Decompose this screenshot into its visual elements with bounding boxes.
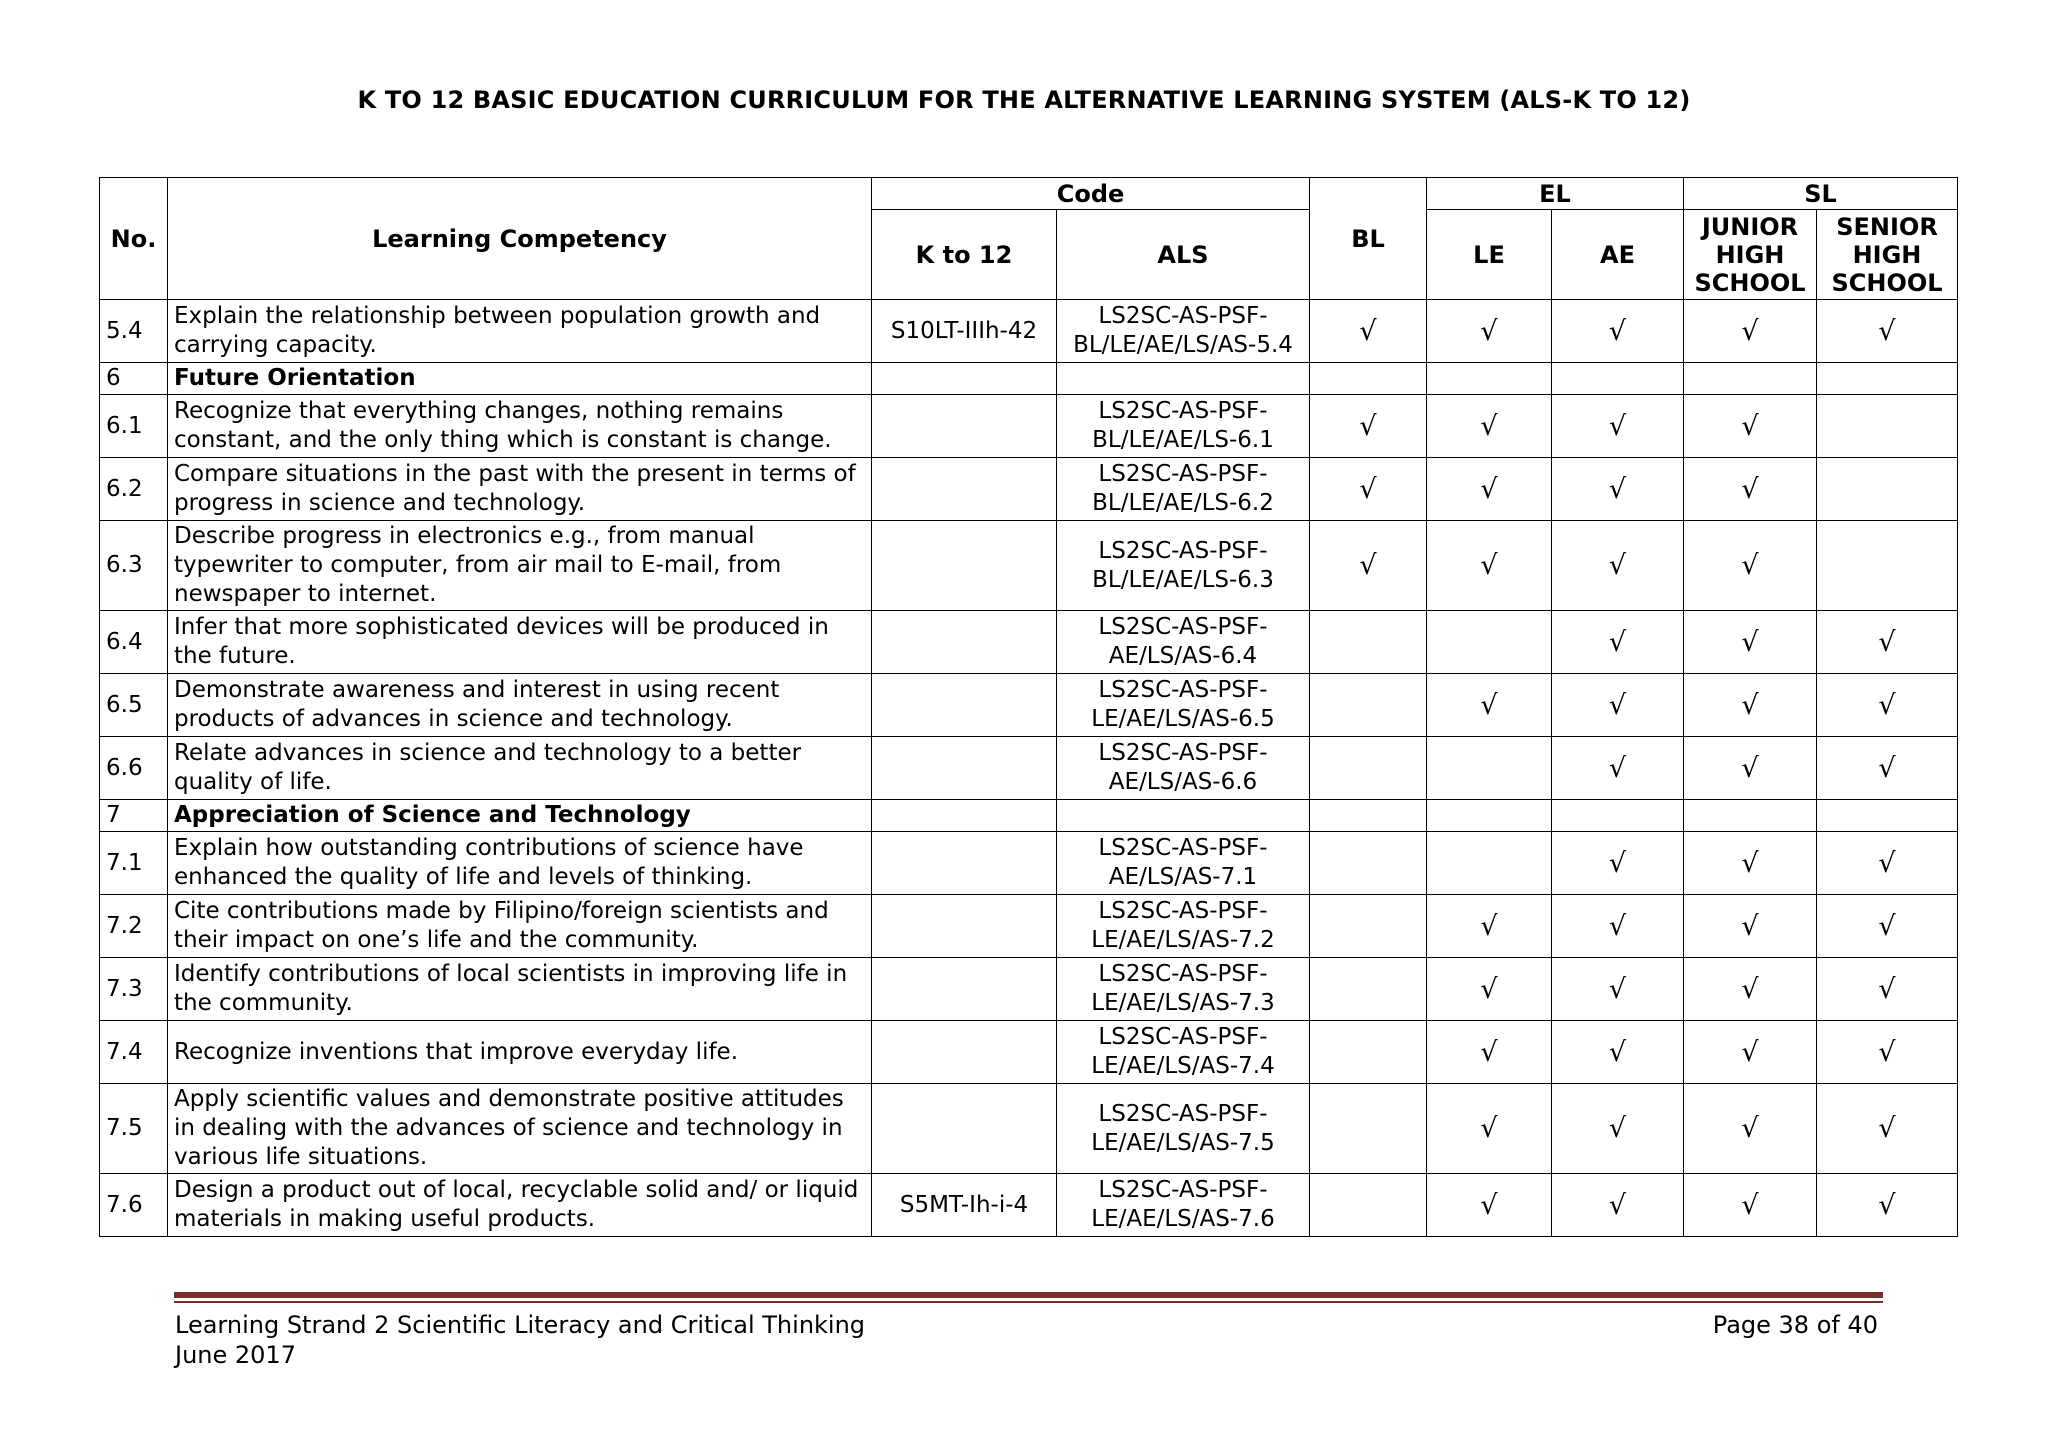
header-learning-competency: Learning Competency — [168, 178, 872, 300]
cell-learning-competency: Future Orientation — [168, 363, 872, 395]
cell-bl-check — [1310, 1084, 1427, 1174]
cell-k-to-12-code — [872, 458, 1057, 521]
cell-learning-competency: Explain how outstanding contributions of science have enhanced the quality of life and levels of thinking. — [168, 832, 872, 895]
cell-learning-competency: Explain the relationship between population growth and carrying capacity. — [168, 300, 872, 363]
cell-jhs-check — [1684, 363, 1817, 395]
cell-shs-check: √ — [1817, 895, 1958, 958]
cell-als-code: LS2SC-AS-PSF-AE/LS/AS-6.6 — [1057, 737, 1310, 800]
cell-als-code: LS2SC-AS-PSF-BL/LE/AE/LS/AS-5.4 — [1057, 300, 1310, 363]
table-row — [100, 958, 1958, 1021]
cell-shs-check: √ — [1817, 1021, 1958, 1084]
cell-number: 7 — [100, 800, 168, 832]
header-als: ALS — [1057, 210, 1310, 300]
cell-als-code: LS2SC-AS-PSF-LE/AE/LS/AS-7.6 — [1057, 1174, 1310, 1237]
cell-ae-check: √ — [1552, 521, 1684, 611]
section-row — [100, 363, 1958, 395]
header-sl: SL — [1684, 178, 1958, 210]
table-body — [100, 300, 1958, 1237]
cell-ae-check: √ — [1552, 458, 1684, 521]
footer-page-number: Page 38 of 40 — [1712, 1311, 1878, 1339]
cell-k-to-12-code — [872, 800, 1057, 832]
table-row — [100, 458, 1958, 521]
cell-bl-check — [1310, 958, 1427, 1021]
cell-ae-check: √ — [1552, 958, 1684, 1021]
cell-learning-competency: Appreciation of Science and Technology — [168, 800, 872, 832]
cell-k-to-12-code — [872, 895, 1057, 958]
cell-shs-check: √ — [1817, 737, 1958, 800]
cell-als-code: LS2SC-AS-PSF-LE/AE/LS/AS-7.5 — [1057, 1084, 1310, 1174]
cell-learning-competency: Demonstrate awareness and interest in using recent products of advances in science and technology. — [168, 674, 872, 737]
cell-jhs-check: √ — [1684, 1084, 1817, 1174]
cell-shs-check: √ — [1817, 958, 1958, 1021]
cell-als-code: LS2SC-AS-PSF-LE/AE/LS/AS-6.5 — [1057, 674, 1310, 737]
cell-bl-check — [1310, 674, 1427, 737]
cell-k-to-12-code — [872, 521, 1057, 611]
cell-number: 6.3 — [100, 521, 168, 611]
cell-als-code: LS2SC-AS-PSF-BL/LE/AE/LS-6.2 — [1057, 458, 1310, 521]
cell-shs-check: √ — [1817, 611, 1958, 674]
cell-jhs-check: √ — [1684, 300, 1817, 363]
cell-ae-check: √ — [1552, 611, 1684, 674]
header-ae: AE — [1552, 210, 1684, 300]
cell-k-to-12-code — [872, 611, 1057, 674]
table-row — [100, 832, 1958, 895]
table-row — [100, 300, 1958, 363]
header-bl: BL — [1310, 178, 1427, 300]
footer-date: June 2017 — [175, 1341, 296, 1369]
cell-learning-competency: Design a product out of local, recyclable solid and/ or liquid materials in making useful products. — [168, 1174, 872, 1237]
cell-le-check: √ — [1427, 958, 1552, 1021]
cell-number: 7.2 — [100, 895, 168, 958]
table-row — [100, 737, 1958, 800]
cell-le-check: √ — [1427, 300, 1552, 363]
cell-le-check: √ — [1427, 1174, 1552, 1237]
page-title: K TO 12 BASIC EDUCATION CURRICULUM FOR THE ALTERNATIVE LEARNING SYSTEM (ALS-K TO 12) — [357, 86, 1691, 114]
footer-strand: Learning Strand 2 Scientific Literacy and Critical Thinking — [175, 1311, 866, 1339]
cell-shs-check: √ — [1817, 674, 1958, 737]
cell-learning-competency: Describe progress in electronics e.g., from manual typewriter to computer, from air mail to E-mail, from newspaper to internet. — [168, 521, 872, 611]
table-row — [100, 611, 1958, 674]
footer-left — [175, 1310, 865, 1370]
cell-ae-check: √ — [1552, 832, 1684, 895]
cell-bl-check — [1310, 895, 1427, 958]
cell-shs-check: √ — [1817, 832, 1958, 895]
cell-als-code: LS2SC-AS-PSF-AE/LS/AS-6.4 — [1057, 611, 1310, 674]
cell-k-to-12-code — [872, 832, 1057, 895]
cell-jhs-check: √ — [1684, 1021, 1817, 1084]
cell-le-check: √ — [1427, 521, 1552, 611]
cell-number: 6.5 — [100, 674, 168, 737]
cell-learning-competency: Apply scientific values and demonstrate positive attitudes in dealing with the advances of science and technology in various life situations. — [168, 1084, 872, 1174]
cell-k-to-12-code: S10LT-IIIh-42 — [872, 300, 1057, 363]
cell-learning-competency: Cite contributions made by Filipino/foreign scientists and their impact on one’s life and the community. — [168, 895, 872, 958]
cell-k-to-12-code — [872, 1084, 1057, 1174]
cell-number: 6 — [100, 363, 168, 395]
table-row — [100, 395, 1958, 458]
cell-number: 7.5 — [100, 1084, 168, 1174]
cell-shs-check — [1817, 800, 1958, 832]
cell-bl-check — [1310, 737, 1427, 800]
cell-le-check — [1427, 737, 1552, 800]
cell-shs-check — [1817, 458, 1958, 521]
cell-jhs-check: √ — [1684, 674, 1817, 737]
cell-learning-competency: Recognize that everything changes, nothing remains constant, and the only thing which is constant is change. — [168, 395, 872, 458]
cell-learning-competency: Identify contributions of local scientists in improving life in the community. — [168, 958, 872, 1021]
cell-ae-check: √ — [1552, 1021, 1684, 1084]
cell-jhs-check: √ — [1684, 1174, 1817, 1237]
cell-number: 7.1 — [100, 832, 168, 895]
cell-number: 6.2 — [100, 458, 168, 521]
cell-bl-check — [1310, 832, 1427, 895]
cell-bl-check — [1310, 1021, 1427, 1084]
cell-jhs-check: √ — [1684, 521, 1817, 611]
section-row — [100, 800, 1958, 832]
cell-le-check: √ — [1427, 895, 1552, 958]
cell-jhs-check: √ — [1684, 395, 1817, 458]
cell-ae-check: √ — [1552, 737, 1684, 800]
cell-als-code: LS2SC-AS-PSF-BL/LE/AE/LS-6.1 — [1057, 395, 1310, 458]
cell-ae-check: √ — [1552, 1084, 1684, 1174]
cell-jhs-check: √ — [1684, 895, 1817, 958]
cell-k-to-12-code — [872, 958, 1057, 1021]
cell-le-check — [1427, 832, 1552, 895]
cell-shs-check — [1817, 521, 1958, 611]
cell-bl-check: √ — [1310, 521, 1427, 611]
cell-ae-check: √ — [1552, 1174, 1684, 1237]
cell-jhs-check: √ — [1684, 737, 1817, 800]
footer-rule-thin — [174, 1301, 1883, 1303]
cell-k-to-12-code — [872, 395, 1057, 458]
cell-ae-check: √ — [1552, 895, 1684, 958]
cell-bl-check — [1310, 363, 1427, 395]
cell-als-code: LS2SC-AS-PSF-LE/AE/LS/AS-7.4 — [1057, 1021, 1310, 1084]
cell-learning-competency: Relate advances in science and technology to a better quality of life. — [168, 737, 872, 800]
cell-jhs-check: √ — [1684, 832, 1817, 895]
cell-number: 7.4 — [100, 1021, 168, 1084]
header-k-to-12: K to 12 — [872, 210, 1057, 300]
cell-ae-check — [1552, 363, 1684, 395]
header-el: EL — [1427, 178, 1684, 210]
cell-shs-check: √ — [1817, 300, 1958, 363]
cell-le-check: √ — [1427, 1021, 1552, 1084]
cell-jhs-check — [1684, 800, 1817, 832]
cell-als-code: LS2SC-AS-PSF-BL/LE/AE/LS-6.3 — [1057, 521, 1310, 611]
cell-bl-check: √ — [1310, 458, 1427, 521]
cell-number: 7.6 — [100, 1174, 168, 1237]
cell-k-to-12-code — [872, 363, 1057, 395]
cell-jhs-check: √ — [1684, 611, 1817, 674]
cell-bl-check — [1310, 800, 1427, 832]
cell-k-to-12-code — [872, 1021, 1057, 1084]
curriculum-table — [99, 177, 1958, 1237]
cell-number: 6.4 — [100, 611, 168, 674]
cell-number: 6.1 — [100, 395, 168, 458]
table-row — [100, 895, 1958, 958]
header-le: LE — [1427, 210, 1552, 300]
cell-k-to-12-code: S5MT-Ih-i-4 — [872, 1174, 1057, 1237]
cell-number: 7.3 — [100, 958, 168, 1021]
cell-k-to-12-code — [872, 737, 1057, 800]
cell-bl-check: √ — [1310, 300, 1427, 363]
header-no: No. — [100, 178, 168, 300]
cell-ae-check — [1552, 800, 1684, 832]
cell-shs-check: √ — [1817, 1174, 1958, 1237]
cell-le-check — [1427, 363, 1552, 395]
cell-le-check: √ — [1427, 395, 1552, 458]
cell-shs-check: √ — [1817, 1084, 1958, 1174]
cell-shs-check — [1817, 395, 1958, 458]
cell-jhs-check: √ — [1684, 958, 1817, 1021]
table-row — [100, 1174, 1958, 1237]
cell-jhs-check: √ — [1684, 458, 1817, 521]
cell-als-code: LS2SC-AS-PSF-LE/AE/LS/AS-7.3 — [1057, 958, 1310, 1021]
cell-shs-check — [1817, 363, 1958, 395]
cell-le-check: √ — [1427, 458, 1552, 521]
cell-le-check: √ — [1427, 674, 1552, 737]
cell-ae-check: √ — [1552, 674, 1684, 737]
cell-le-check — [1427, 800, 1552, 832]
cell-bl-check — [1310, 1174, 1427, 1237]
table-row — [100, 674, 1958, 737]
cell-learning-competency: Infer that more sophisticated devices will be produced in the future. — [168, 611, 872, 674]
cell-als-code — [1057, 800, 1310, 832]
cell-number: 5.4 — [100, 300, 168, 363]
cell-als-code: LS2SC-AS-PSF-LE/AE/LS/AS-7.2 — [1057, 895, 1310, 958]
cell-number: 6.6 — [100, 737, 168, 800]
cell-learning-competency: Recognize inventions that improve everyday life. — [168, 1021, 872, 1084]
cell-als-code — [1057, 363, 1310, 395]
table-row — [100, 521, 1958, 611]
table-row — [100, 1021, 1958, 1084]
cell-bl-check — [1310, 611, 1427, 674]
cell-learning-competency: Compare situations in the past with the present in terms of progress in science and technology. — [168, 458, 872, 521]
table-row — [100, 1084, 1958, 1174]
header-junior-high-school: JUNIOR HIGH SCHOOL — [1684, 210, 1817, 300]
header-senior-high-school: SENIOR HIGH SCHOOL — [1817, 210, 1958, 300]
cell-le-check — [1427, 611, 1552, 674]
cell-ae-check: √ — [1552, 300, 1684, 363]
header-code: Code — [872, 178, 1310, 210]
cell-ae-check: √ — [1552, 395, 1684, 458]
cell-bl-check: √ — [1310, 395, 1427, 458]
cell-als-code: LS2SC-AS-PSF-AE/LS/AS-7.1 — [1057, 832, 1310, 895]
cell-le-check: √ — [1427, 1084, 1552, 1174]
footer-rule — [174, 1292, 1883, 1298]
cell-k-to-12-code — [872, 674, 1057, 737]
